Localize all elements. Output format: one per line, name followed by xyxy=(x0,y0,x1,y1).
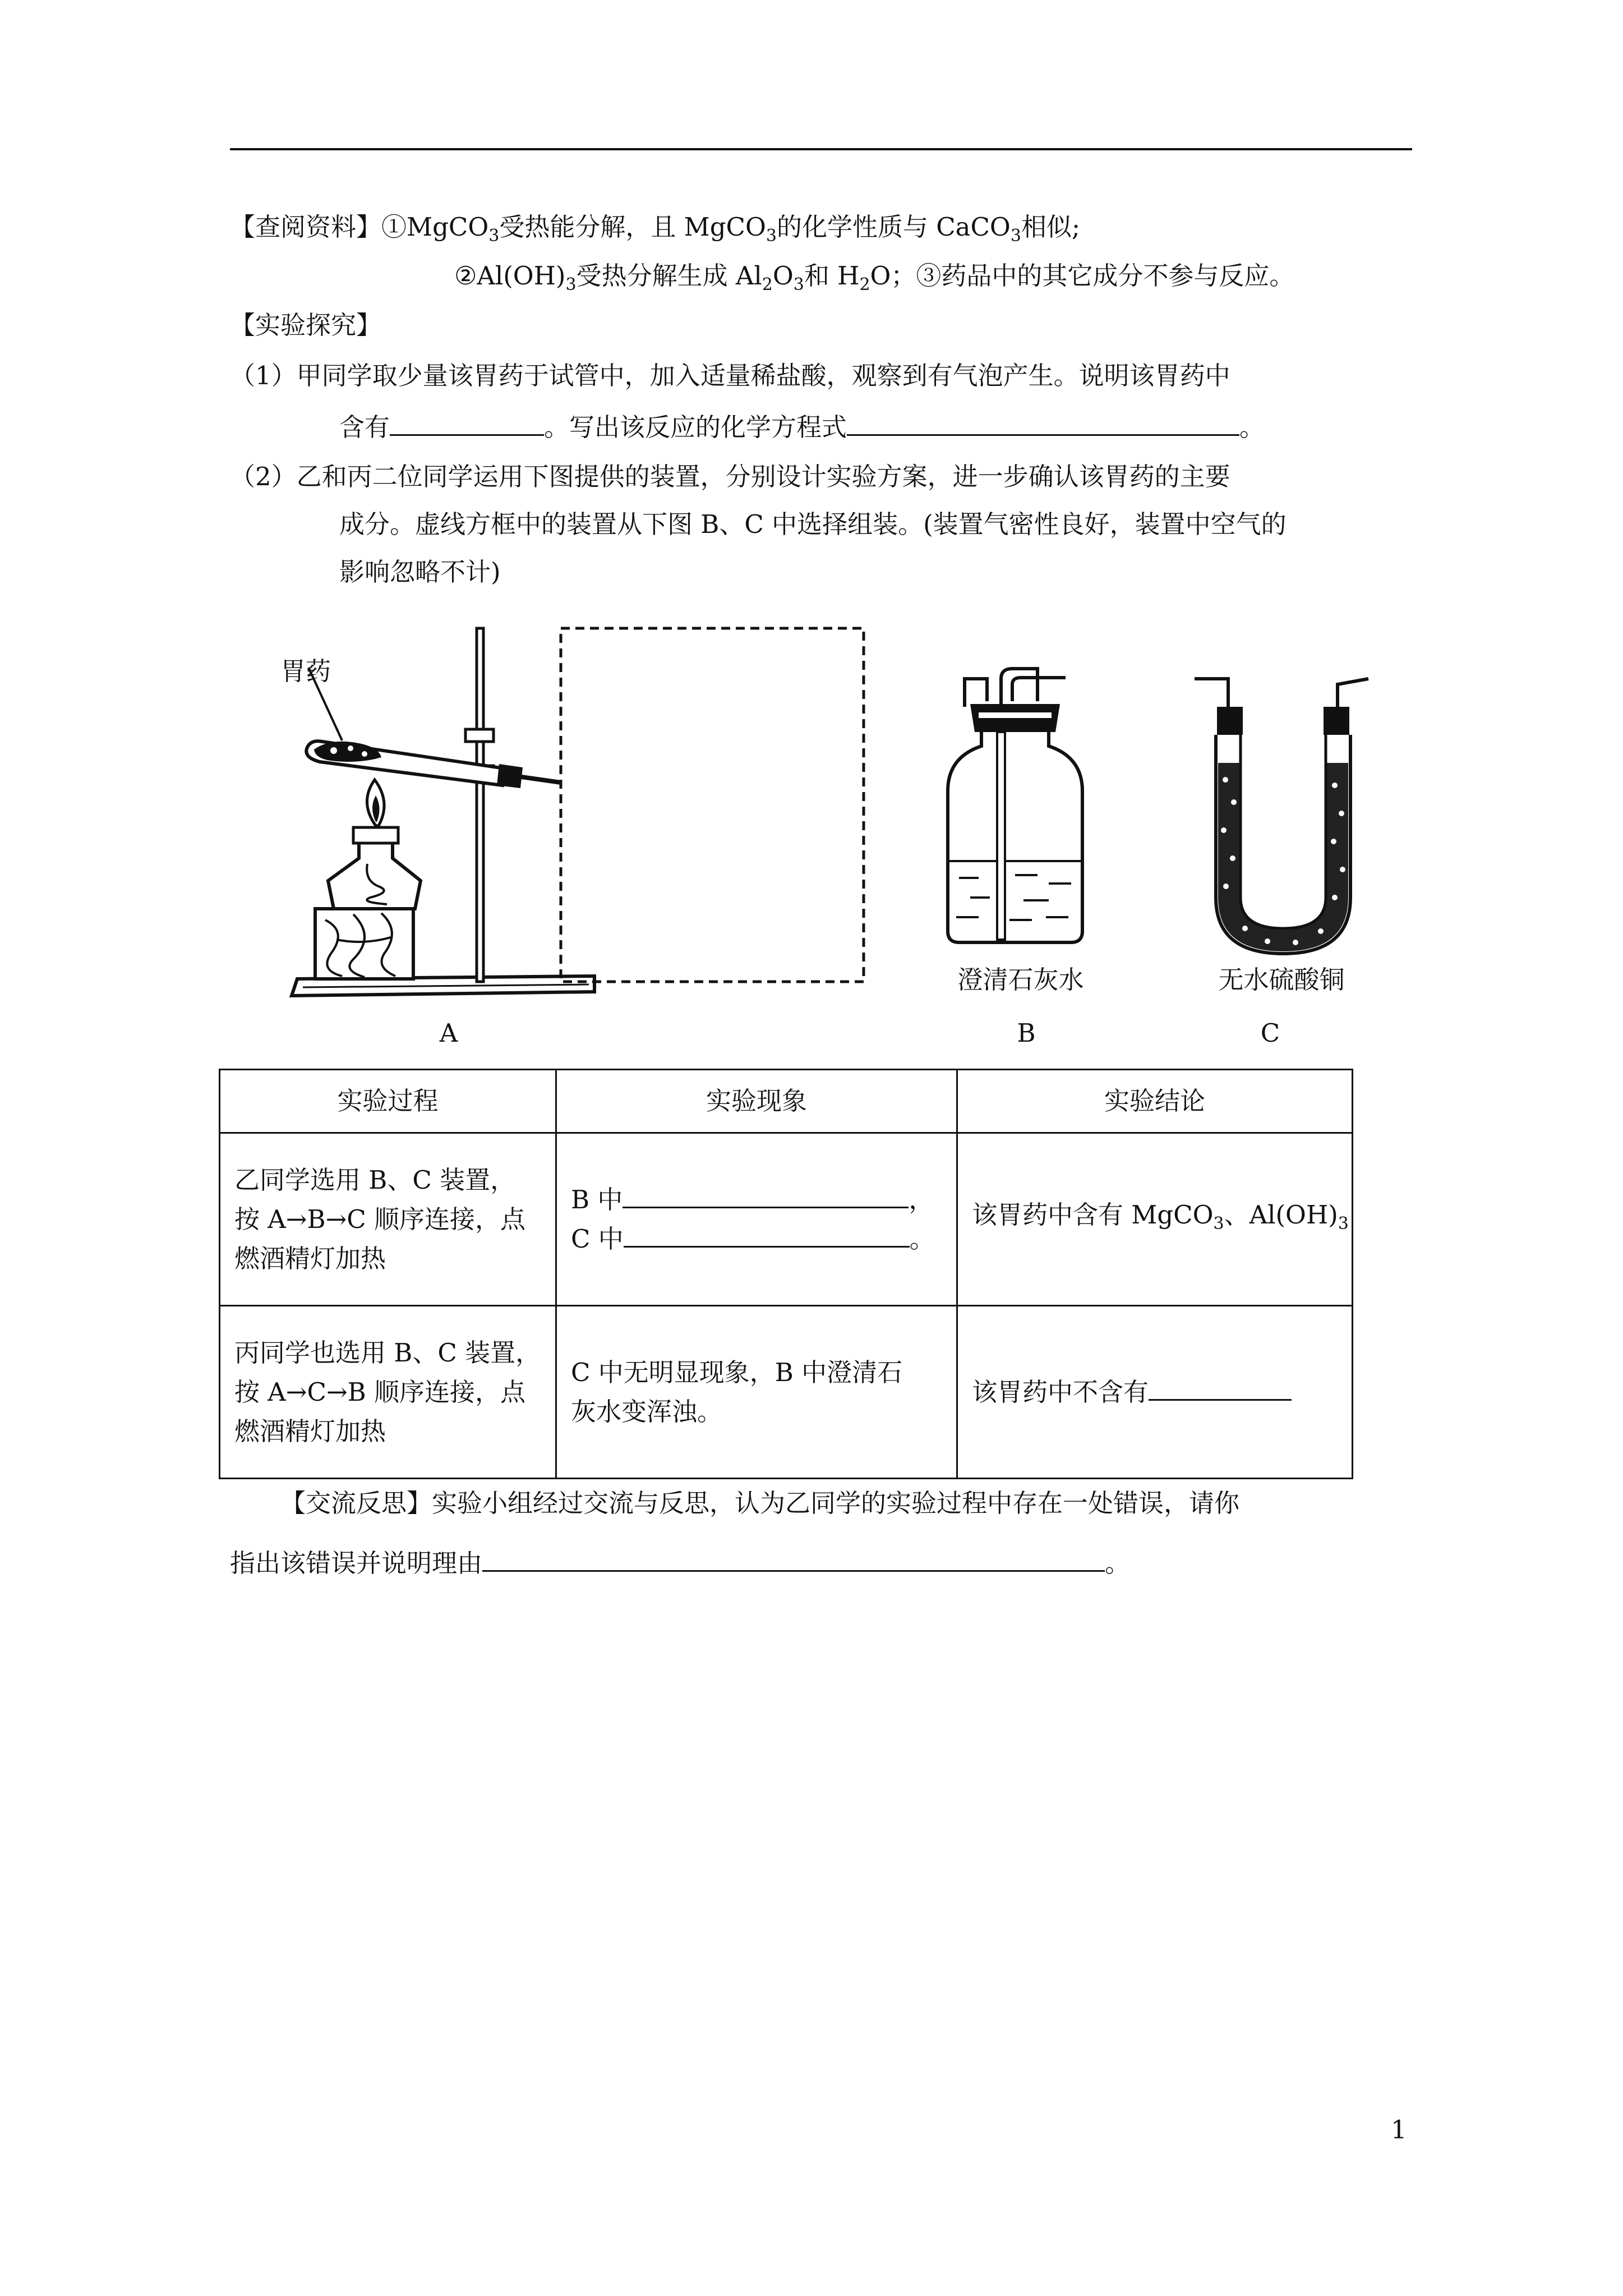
label-a: A xyxy=(439,1018,458,1048)
row1-conclusion: 该胃药中含有 MgCO$_3$、$Al(OH)_3$ xyxy=(957,1133,1353,1306)
reflect-line-1: 【交流反思】实验小组经过交流与反思，认为乙同学的实验过程中存在一处错误，请你 xyxy=(280,1488,1240,1518)
question-2-line-3: 影响忽略不计) xyxy=(339,557,501,587)
page-number: 1 xyxy=(1391,2115,1407,2145)
answer-blank-c-phenomenon[interactable] xyxy=(624,1221,910,1248)
table-row xyxy=(220,1133,1353,1306)
table-header-row xyxy=(220,1070,1353,1133)
medicine-label: 胃药 xyxy=(280,656,331,686)
caption-b: 澄清石灰水 xyxy=(957,965,1084,995)
row2-conclusion: 该胃药中不含有 xyxy=(957,1306,1353,1479)
label-c: C xyxy=(1260,1018,1280,1048)
apparatus-b-bottle xyxy=(925,662,1105,976)
question-1-line-1: （1）甲同学取少量该胃药于试管中，加入适量稀盐酸，观察到有气泡产生。说明该胃药中 xyxy=(230,361,1230,390)
question-2-line-2: 成分。虚线方框中的装置从下图 B、C 中选择组装。(装置气密性良好，装置中空气的 xyxy=(339,509,1287,539)
experiment-table xyxy=(219,1069,1353,1479)
row2-phenomenon: C 中无明显现象，B 中澄清石 灰水变浑浊。 xyxy=(556,1306,957,1479)
apparatus-a-figure xyxy=(280,617,886,1010)
reflect-label: 【交流反思】 xyxy=(280,1488,432,1518)
research-label: 【查阅资料】 xyxy=(230,212,382,242)
row2-process: 丙同学也选用 B、C 装置， 按 A→C→B 顺序连接，点 燃酒精灯加热 xyxy=(220,1306,556,1479)
label-b: B xyxy=(1017,1018,1036,1048)
answer-blank-not-contain[interactable] xyxy=(1149,1374,1292,1401)
reflect-line-2: 指出该错误并说明理由 。 xyxy=(230,1545,1130,1580)
research-line-1: 【查阅资料】①MgCO$_3$受热能分解，且 MgCO$_3$的化学性质与 CaCO$_3$相似; xyxy=(230,212,1081,246)
row1-process: 乙同学选用 B、C 装置， 按 A→B→C 顺序连接，点 燃酒精灯加热 xyxy=(220,1133,556,1306)
answer-blank-reason[interactable] xyxy=(482,1545,1105,1572)
answer-blank-b-phenomenon[interactable] xyxy=(623,1182,909,1208)
header-conclusion: 实验结论 xyxy=(957,1070,1353,1133)
caption-c: 无水硫酸铜 xyxy=(1218,965,1345,995)
table-row xyxy=(220,1306,1353,1479)
research-line-2: $②Al(OH)_3$受热分解生成 $Al_2O_3$和 $H_2O$；③药品中的其它成分不参与反应。 xyxy=(454,261,1295,295)
answer-blank-equation[interactable] xyxy=(847,409,1239,436)
answer-blank-contains[interactable] xyxy=(390,409,544,436)
explore-label: 【实验探究】 xyxy=(230,310,382,340)
header-rule xyxy=(230,148,1412,150)
question-2-line-1: （2）乙和丙二位同学运用下图提供的装置，分别设计实验方案，进一步确认该胃药的主要 xyxy=(230,462,1230,491)
apparatus-c-utube xyxy=(1183,673,1380,976)
question-1-line-2: 含有 。写出该反应的化学方程式 。 xyxy=(339,409,1265,444)
header-phenomenon: 实验现象 xyxy=(556,1070,957,1133)
header-process: 实验过程 xyxy=(220,1070,556,1133)
row1-phenomenon: B 中 ， C 中 。 xyxy=(556,1133,957,1306)
